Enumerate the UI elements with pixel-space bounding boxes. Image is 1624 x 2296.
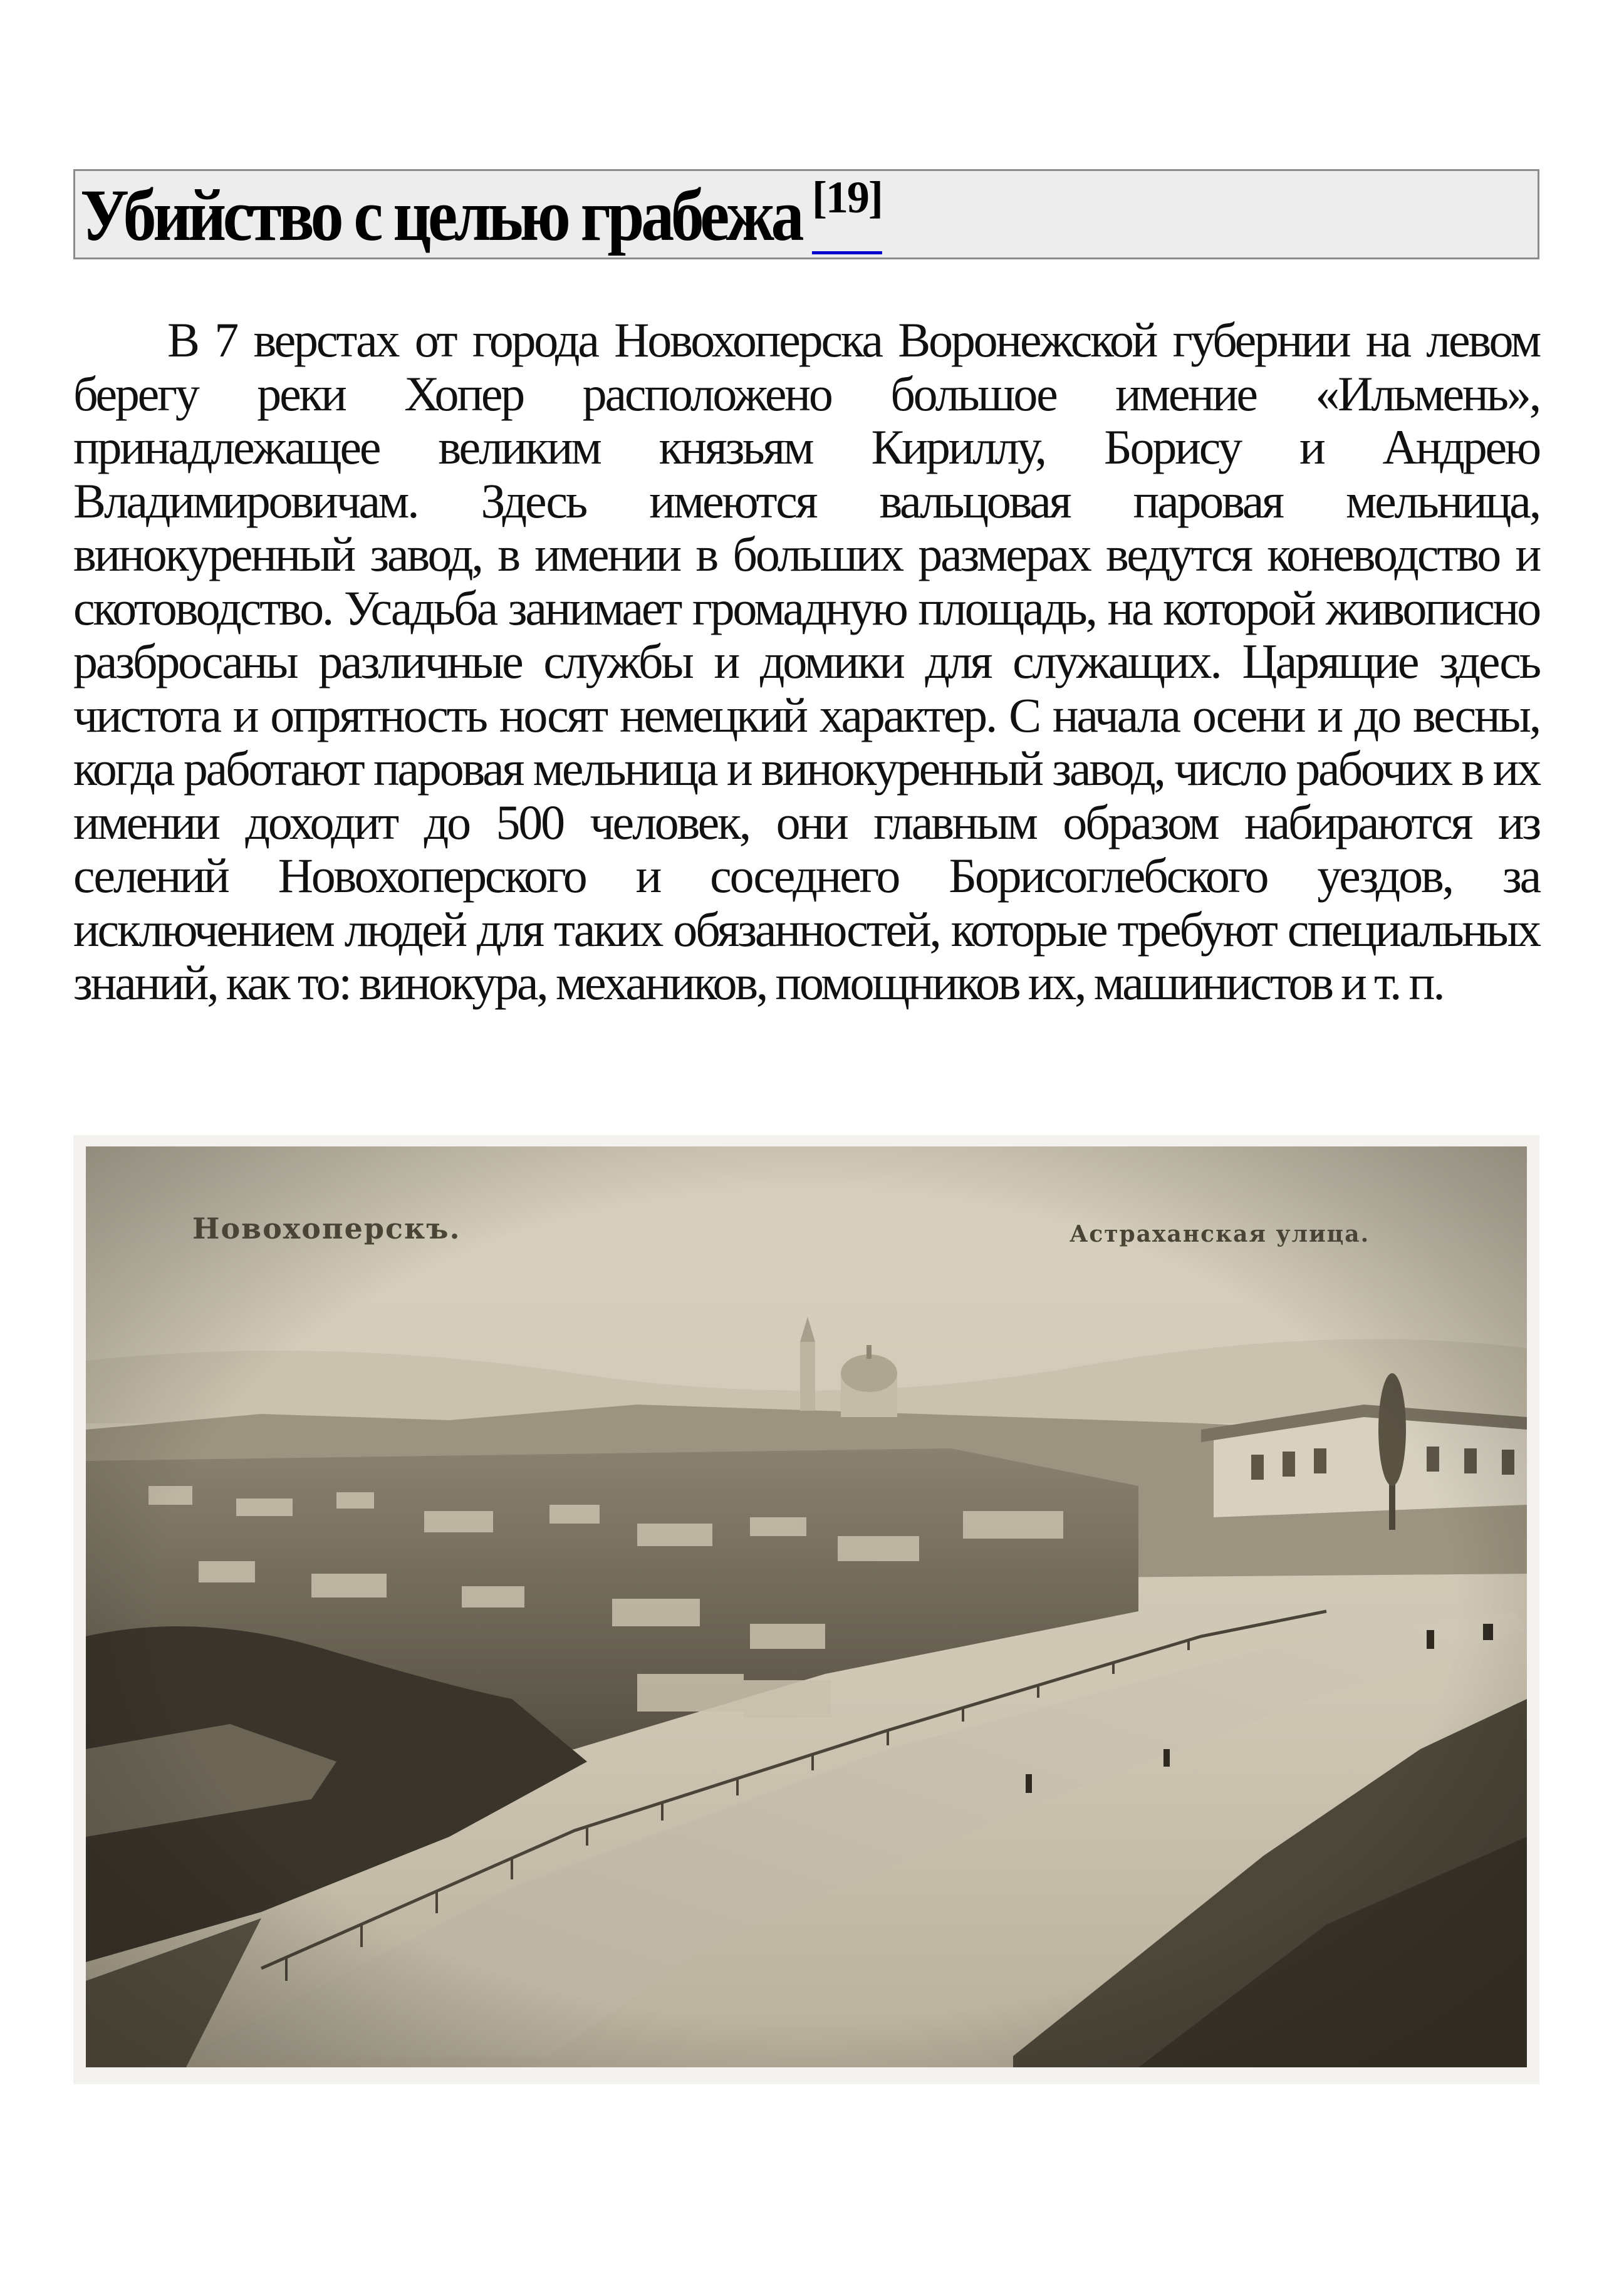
chapter-title-text: Убийство с целью грабежа: [80, 174, 801, 256]
postcard-caption-left: Новохоперскъ.: [192, 1212, 461, 1245]
postcard-photo: [73, 1135, 1539, 2084]
footnote-link[interactable]: [19]: [811, 172, 882, 222]
body-paragraph: В 7 верстах от города Новохоперска Воронежской губернии на левом берегу реки Хопер расположено большое имение «Ильмень», принадлежащее великим князьям Кириллу, Борису и Андрею Владимировичам. Здесь имеются вальцовая паровая мельница, винокуренный завод, в имении в больших размерах ведутся коневодство и скотоводство. Усадьба занимает громадную площадь, на которой живописно разбросаны различные службы и домики для служащих. Царящие здесь чистота и опрятность носят немецкий характер. С начала осени и до весны, когда работают паровая мельница и винокуренный завод, число рабочих в их имении доходит до 500 человек, они главным образом набираются из селений Новохоперского и соседнего Борисоглебского уездов, за исключением людей для таких обязанностей, которые требуют специальных знаний, как то: винокура, механиков, помощников их, машинистов и т. п.: [73, 313, 1539, 1010]
chapter-title: [80, 172, 882, 256]
chapter-title-box: [73, 169, 1539, 259]
postcard-caption-right: Астраханская улица.: [1070, 1221, 1370, 1247]
postcard-illustration: [73, 1135, 1539, 2084]
